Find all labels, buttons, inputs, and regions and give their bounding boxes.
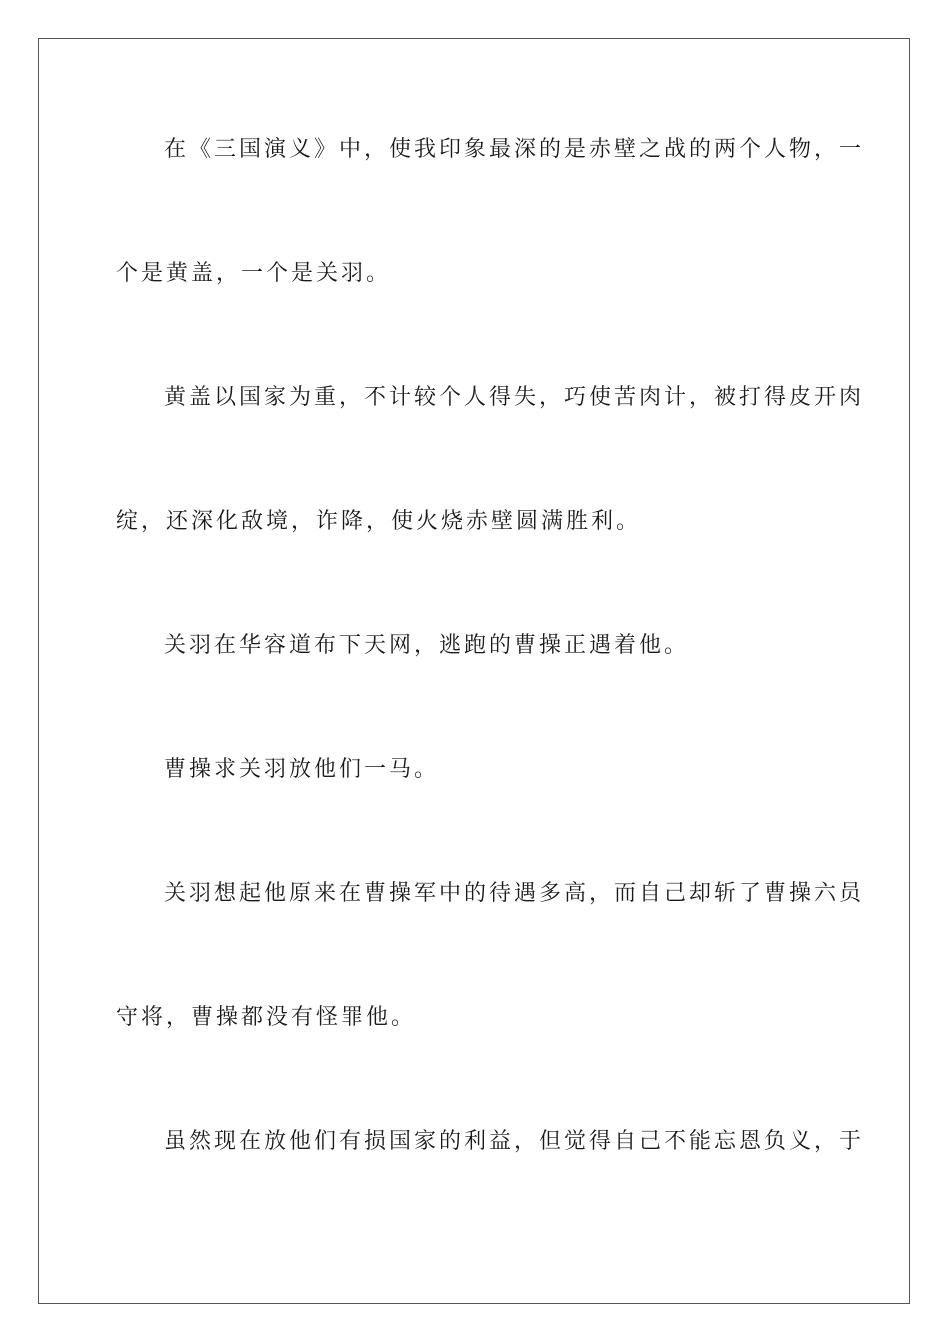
paragraph-5-line-2: 守将，曹操都没有怪罪他。 bbox=[116, 1005, 417, 1030]
paragraph-2-line-1: 黄盖以国家为重，不计较个人得失，巧使苦肉计，被打得皮开肉 bbox=[164, 385, 865, 410]
paragraph-5-line-1: 关羽想起他原来在曹操军中的待遇多高，而自己却斩了曹操六员 bbox=[164, 881, 865, 906]
paragraph-2-line-2: 绽，还深化敌境，诈降，使火烧赤壁圆满胜利。 bbox=[116, 509, 642, 534]
page-border bbox=[38, 38, 910, 1304]
paragraph-3-line-1: 关羽在华容道布下天网，逃跑的曹操正遇着他。 bbox=[164, 633, 690, 658]
paragraph-1-line-1: 在《三国演义》中，使我印象最深的是赤壁之战的两个人物，一 bbox=[164, 137, 865, 162]
paragraph-6-line-1: 虽然现在放他们有损国家的利益，但觉得自己不能忘恩负义，于 bbox=[164, 1129, 865, 1154]
paragraph-1-line-2: 个是黄盖，一个是关羽。 bbox=[116, 261, 392, 286]
paragraph-4-line-1: 曹操求关羽放他们一马。 bbox=[164, 757, 440, 782]
